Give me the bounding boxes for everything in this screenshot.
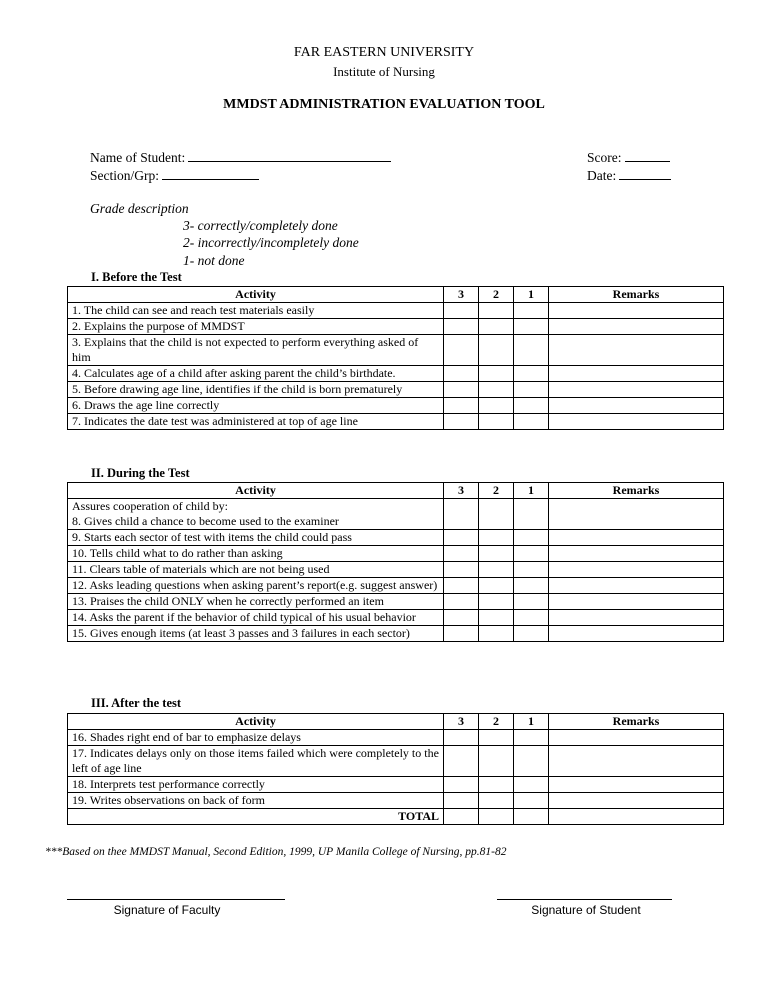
score-3-cell[interactable] — [444, 398, 479, 414]
score-3-cell[interactable] — [444, 546, 479, 562]
table-header-row — [68, 287, 724, 303]
table-row — [68, 382, 724, 398]
remarks-header: Remarks — [549, 714, 724, 730]
table-row — [68, 303, 724, 319]
remarks-cell[interactable] — [549, 530, 724, 546]
score-3-cell[interactable] — [444, 303, 479, 319]
grade-description-item: 3- correctly/completely done — [183, 218, 338, 233]
table-row — [68, 626, 724, 642]
score-2-header: 2 — [479, 483, 514, 499]
score-3-header: 3 — [444, 714, 479, 730]
score-1-cell[interactable] — [514, 303, 549, 319]
before-test-table — [67, 286, 724, 430]
section-group-label: Section/Grp: — [90, 168, 159, 183]
score-1-cell[interactable] — [514, 398, 549, 414]
remarks-cell[interactable] — [549, 730, 724, 746]
name-of-student-blank[interactable] — [188, 149, 391, 162]
activity-cell: 19. Writes observations on back of form — [68, 793, 444, 809]
score-2-cell[interactable] — [479, 578, 514, 594]
grade-description-item: 2- incorrectly/incompletely done — [183, 235, 359, 250]
table-row — [68, 319, 724, 335]
activity-header: Activity — [68, 714, 444, 730]
score-2-cell[interactable] — [479, 546, 514, 562]
score-3-cell[interactable] — [444, 499, 479, 530]
date-field[interactable] — [587, 167, 671, 184]
activity-cell: 17. Indicates delays only on those items failed which were completely to the left of age line — [68, 746, 444, 777]
activity-cell: 11. Clears table of materials which are not being used — [68, 562, 444, 578]
score-2-header: 2 — [479, 287, 514, 303]
grade-description-title: Grade description — [90, 201, 189, 216]
activity-cell: 5. Before drawing age line, identifies if the child is born prematurely — [68, 382, 444, 398]
date-label: Date: — [587, 168, 617, 183]
document-title: MMDST ADMINISTRATION EVALUATION TOOL — [223, 97, 545, 112]
score-label: Score: — [587, 150, 622, 165]
remarks-cell[interactable] — [549, 562, 724, 578]
section-title-after-test: III. After the test — [91, 696, 182, 710]
after-test-table — [67, 713, 724, 825]
score-3-cell[interactable] — [444, 777, 479, 793]
remarks-cell[interactable] — [549, 382, 724, 398]
name-of-student-label: Name of Student: — [90, 150, 186, 165]
remarks-cell[interactable] — [549, 594, 724, 610]
footnote: ***Based on thee MMDST Manual, Second Edition, 1999, UP Manila College of Nursing, pp.81-82 — [45, 846, 507, 858]
score-2-cell[interactable] — [479, 335, 514, 366]
table-row — [68, 777, 724, 793]
table-row — [68, 730, 724, 746]
score-field[interactable] — [587, 149, 670, 166]
activity-cell: 9. Starts each sector of test with items the child could pass — [68, 530, 444, 546]
score-3-cell[interactable] — [444, 414, 479, 430]
faculty-signature-label: Signature of Faculty — [113, 903, 221, 917]
score-1-cell[interactable] — [514, 319, 549, 335]
activity-cell: 1. The child can see and reach test materials easily — [68, 303, 444, 319]
score-1-cell[interactable] — [514, 499, 549, 530]
score-1-header: 1 — [514, 714, 549, 730]
total-remarks-cell[interactable] — [549, 809, 724, 825]
activity-header: Activity — [68, 483, 444, 499]
score-2-cell[interactable] — [479, 626, 514, 642]
table-row — [68, 335, 724, 366]
remarks-cell[interactable] — [549, 578, 724, 594]
activity-cell: 7. Indicates the date test was administered at top of age line — [68, 414, 444, 430]
table-row — [68, 530, 724, 546]
grade-description-item: 1- not done — [183, 253, 245, 268]
table-row — [68, 578, 724, 594]
remarks-cell[interactable] — [549, 746, 724, 777]
score-3-header: 3 — [444, 287, 479, 303]
section-title-before-test: I. Before the Test — [91, 270, 182, 284]
score-1-cell[interactable] — [514, 777, 549, 793]
remarks-cell[interactable] — [549, 319, 724, 335]
activity-cell: 15. Gives enough items (at least 3 passes and 3 failures in each sector) — [68, 626, 444, 642]
table-row — [68, 746, 724, 777]
remarks-cell[interactable] — [549, 610, 724, 626]
score-1-cell[interactable] — [514, 382, 549, 398]
table-header-row — [68, 714, 724, 730]
score-2-cell[interactable] — [479, 562, 514, 578]
score-1-cell[interactable] — [514, 366, 549, 382]
score-1-cell[interactable] — [514, 626, 549, 642]
score-1-cell[interactable] — [514, 793, 549, 809]
activity-cell: 16. Shades right end of bar to emphasize delays — [68, 730, 444, 746]
activity-cell: 12. Asks leading questions when asking parent’s report(e.g. suggest answer) — [68, 578, 444, 594]
score-3-cell[interactable] — [444, 730, 479, 746]
score-2-cell[interactable] — [479, 398, 514, 414]
score-2-cell[interactable] — [479, 319, 514, 335]
score-3-cell[interactable] — [444, 530, 479, 546]
score-3-cell[interactable] — [444, 366, 479, 382]
table-row — [68, 793, 724, 809]
remarks-cell[interactable] — [549, 414, 724, 430]
activity-cell: 10. Tells child what to do rather than asking — [68, 546, 444, 562]
score-1-cell[interactable] — [514, 546, 549, 562]
activity-cell: 13. Praises the child ONLY when he correctly performed an item — [68, 594, 444, 610]
remarks-cell[interactable] — [549, 366, 724, 382]
remarks-cell[interactable] — [549, 793, 724, 809]
remarks-header: Remarks — [549, 483, 724, 499]
score-2-cell[interactable] — [479, 594, 514, 610]
score-2-cell[interactable] — [479, 610, 514, 626]
score-3-cell[interactable] — [444, 319, 479, 335]
table-row — [68, 366, 724, 382]
date-blank[interactable] — [619, 167, 671, 180]
activity-cell: 18. Interprets test performance correctly — [68, 777, 444, 793]
remarks-cell[interactable] — [549, 546, 724, 562]
total-label: TOTAL — [68, 809, 444, 825]
score-2-cell[interactable] — [479, 777, 514, 793]
student-signature-label: Signature of Student — [531, 903, 641, 917]
activity-cell: Assures cooperation of child by: 8. Gives child a chance to become used to the examiner — [68, 499, 444, 530]
faculty-signature-line[interactable] — [67, 899, 285, 900]
score-2-cell[interactable] — [479, 382, 514, 398]
table-row — [68, 398, 724, 414]
table-row — [68, 546, 724, 562]
score-3-cell[interactable] — [444, 793, 479, 809]
score-1-cell[interactable] — [514, 335, 549, 366]
score-3-cell[interactable] — [444, 578, 479, 594]
total-3-cell[interactable] — [444, 809, 479, 825]
remarks-cell[interactable] — [549, 303, 724, 319]
score-3-cell[interactable] — [444, 626, 479, 642]
table-row — [68, 562, 724, 578]
score-2-cell[interactable] — [479, 530, 514, 546]
table-row — [68, 610, 724, 626]
table-row — [68, 594, 724, 610]
score-2-cell[interactable] — [479, 793, 514, 809]
score-1-header: 1 — [514, 287, 549, 303]
score-1-cell[interactable] — [514, 414, 549, 430]
score-3-cell[interactable] — [444, 594, 479, 610]
score-1-cell[interactable] — [514, 730, 549, 746]
activity-header: Activity — [68, 287, 444, 303]
activity-cell: 6. Draws the age line correctly — [68, 398, 444, 414]
total-row — [68, 809, 724, 825]
remarks-cell[interactable] — [549, 398, 724, 414]
student-signature-line[interactable] — [497, 899, 672, 900]
score-3-cell[interactable] — [444, 382, 479, 398]
name-of-student-field[interactable] — [90, 149, 391, 166]
remarks-cell[interactable] — [549, 777, 724, 793]
score-2-header: 2 — [479, 714, 514, 730]
score-3-header: 3 — [444, 483, 479, 499]
table-row — [68, 499, 724, 530]
score-blank[interactable] — [625, 149, 670, 162]
table-row — [68, 414, 724, 430]
section-group-blank[interactable] — [162, 167, 259, 180]
score-3-cell[interactable] — [444, 610, 479, 626]
score-1-header: 1 — [514, 483, 549, 499]
score-3-cell[interactable] — [444, 335, 479, 366]
remarks-cell[interactable] — [549, 335, 724, 366]
during-test-table — [67, 482, 724, 642]
score-1-cell[interactable] — [514, 578, 549, 594]
institute-name: Institute of Nursing — [333, 64, 435, 79]
score-1-cell[interactable] — [514, 594, 549, 610]
score-1-cell[interactable] — [514, 610, 549, 626]
total-1-cell[interactable] — [514, 809, 549, 825]
score-2-cell[interactable] — [479, 730, 514, 746]
score-3-cell[interactable] — [444, 746, 479, 777]
section-title-during-test: II. During the Test — [91, 466, 190, 480]
score-2-cell[interactable] — [479, 746, 514, 777]
score-2-cell[interactable] — [479, 303, 514, 319]
score-2-cell[interactable] — [479, 414, 514, 430]
score-1-cell[interactable] — [514, 746, 549, 777]
remarks-header: Remarks — [549, 287, 724, 303]
activity-cell: 2. Explains the purpose of MMDST — [68, 319, 444, 335]
score-2-cell[interactable] — [479, 499, 514, 530]
section-group-field[interactable] — [90, 167, 259, 184]
total-2-cell[interactable] — [479, 809, 514, 825]
university-name: FAR EASTERN UNIVERSITY — [293, 45, 475, 60]
remarks-cell[interactable] — [549, 499, 724, 530]
score-1-cell[interactable] — [514, 562, 549, 578]
activity-cell: 3. Explains that the child is not expected to perform everything asked of him — [68, 335, 444, 366]
remarks-cell[interactable] — [549, 626, 724, 642]
score-3-cell[interactable] — [444, 562, 479, 578]
table-header-row — [68, 483, 724, 499]
score-1-cell[interactable] — [514, 530, 549, 546]
activity-cell: 14. Asks the parent if the behavior of child typical of his usual behavior — [68, 610, 444, 626]
activity-cell: 4. Calculates age of a child after asking parent the child’s birthdate. — [68, 366, 444, 382]
score-2-cell[interactable] — [479, 366, 514, 382]
